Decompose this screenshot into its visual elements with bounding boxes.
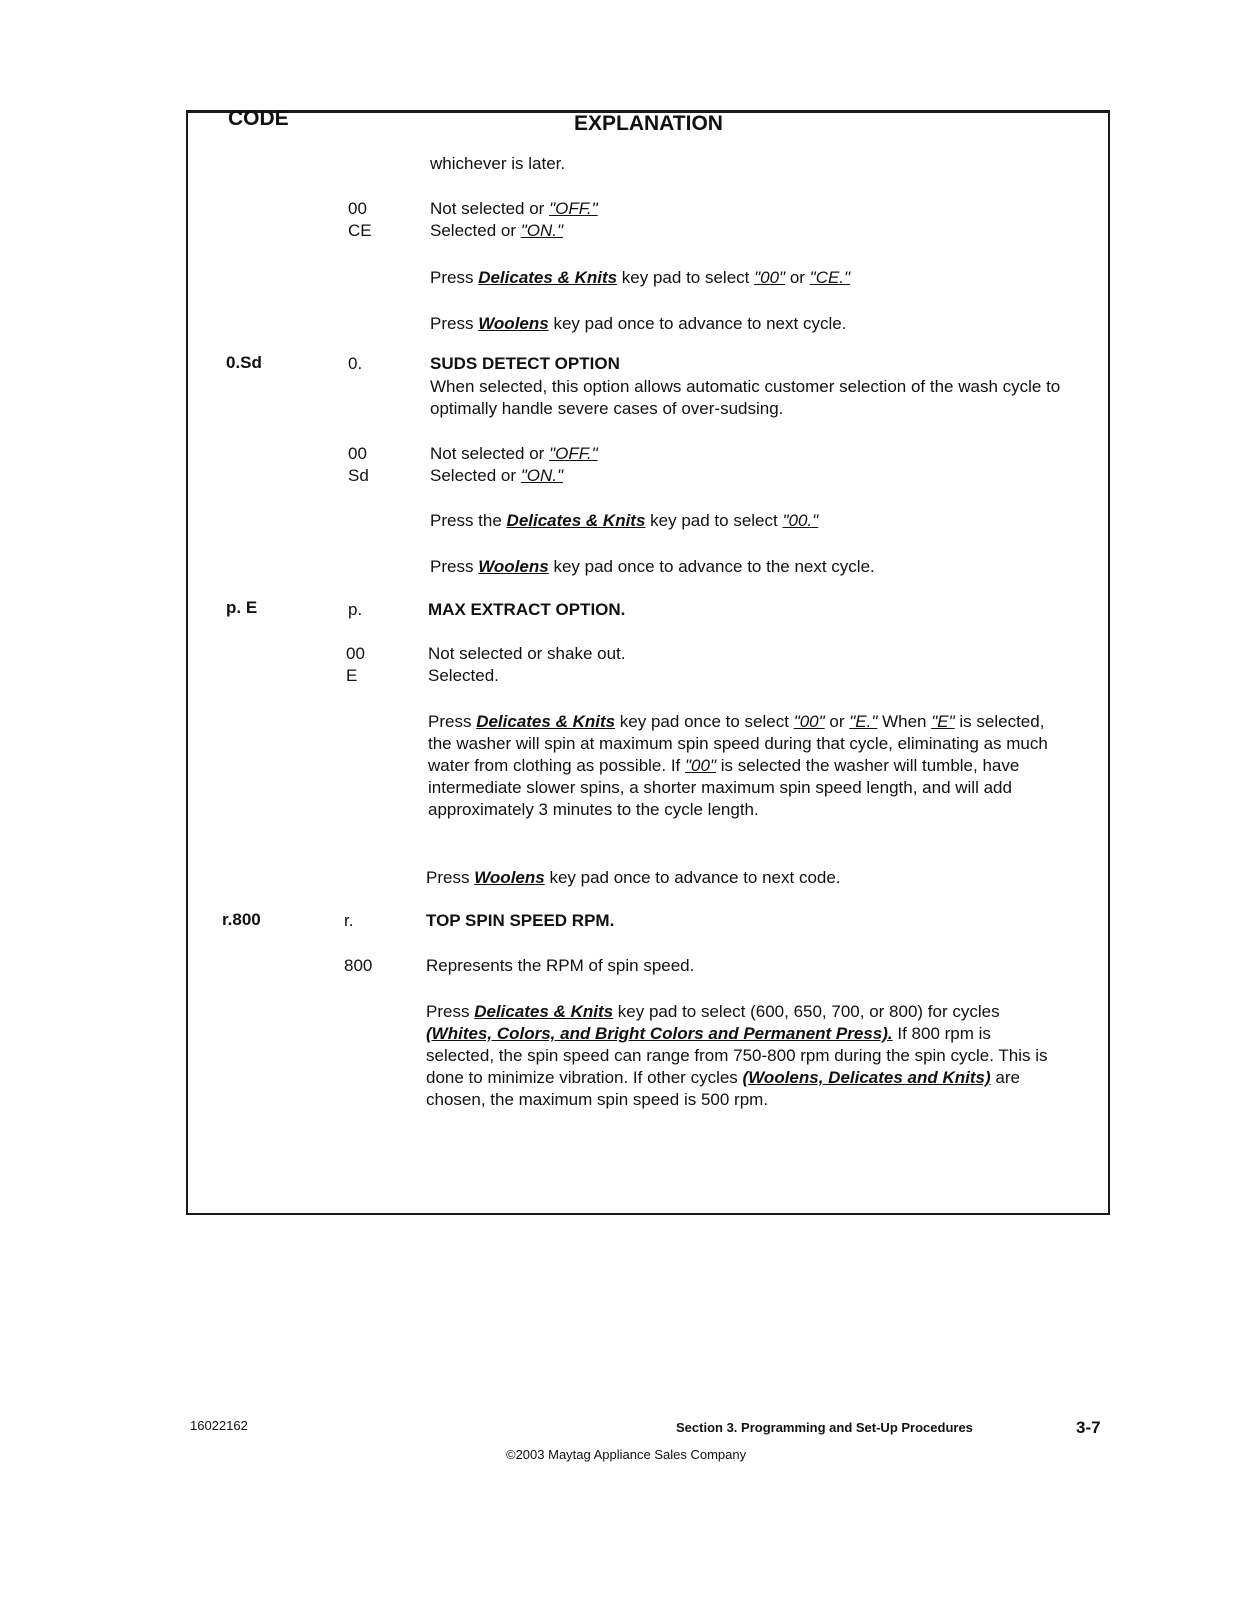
code-column-header: CODE bbox=[228, 107, 289, 130]
document-number: 16022162 bbox=[190, 1418, 248, 1433]
carry-over-text: whichever is later. bbox=[430, 154, 566, 173]
value-description: Not selected or "OFF." bbox=[430, 199, 598, 218]
sub-code-00: 00 bbox=[348, 199, 367, 218]
value-description: Selected. bbox=[428, 666, 499, 685]
code-label: p. E bbox=[226, 598, 258, 617]
value-description: Selected or "ON." bbox=[430, 221, 564, 240]
sub-code-sd: Sd bbox=[348, 466, 369, 485]
sub-code: 0. bbox=[348, 354, 363, 373]
sub-code-800: 800 bbox=[344, 956, 373, 975]
value-description: Not selected or shake out. bbox=[428, 644, 626, 663]
page-number: 3-7 bbox=[1076, 1418, 1101, 1437]
sub-code-e: E bbox=[346, 666, 358, 685]
code-label: 0.Sd bbox=[226, 353, 262, 372]
value-description: Not selected or "OFF." bbox=[430, 444, 598, 463]
instruction-paragraph: Press Delicates & Knits key pad to select (600, 650, 700, or 800) for cycles (Whites, Colors, and Bright Colors and Permanent Press). If 800 rpm is selected, the spin speed can range from 750-800 rpm during the spin cycle. This is done to minimize vibration. If other cycles (Woolens, Delicates and Knits) are chosen, the maximum spin speed is 500 rpm. bbox=[426, 1002, 1048, 1109]
instruction-text: Press Delicates & Knits key pad to select "00" or "CE." bbox=[430, 268, 851, 287]
sub-code-00: 00 bbox=[348, 444, 367, 463]
value-description: Represents the RPM of spin speed. bbox=[426, 956, 695, 975]
instruction-text: Press the Delicates & Knits key pad to select "00." bbox=[430, 511, 819, 530]
sub-code: p. bbox=[348, 600, 363, 619]
instruction-text: Press Woolens key pad once to advance to the next cycle. bbox=[430, 557, 875, 576]
section-title: Section 3. Programming and Set-Up Procedures bbox=[676, 1420, 973, 1435]
code-label: r.800 bbox=[222, 910, 261, 929]
sub-code-ce: CE bbox=[348, 221, 372, 240]
sub-code-00: 00 bbox=[346, 644, 365, 663]
option-title: SUDS DETECT OPTION bbox=[430, 354, 620, 373]
option-title: TOP SPIN SPEED RPM. bbox=[426, 911, 615, 930]
instruction-paragraph: Press Delicates & Knits key pad once to select "00" or "E." When "E" is selected, the washer will spin at maximum spin speed during that cycle, eliminating as much water from clothing as possible. If "00" is selected the washer will tumble, have intermediate slower spins, a shorter maximum spin speed length, and will add approximately 3 minutes to the cycle length. bbox=[428, 712, 1048, 819]
value-description: Selected or "ON." bbox=[430, 466, 564, 485]
copyright-notice: ©2003 Maytag Appliance Sales Company bbox=[506, 1447, 747, 1462]
instruction-text: Press Woolens key pad once to advance to next code. bbox=[426, 868, 841, 887]
instruction-text: Press Woolens key pad once to advance to next cycle. bbox=[430, 314, 847, 333]
option-title: MAX EXTRACT OPTION. bbox=[428, 600, 626, 619]
explanation-column-header: EXPLANATION bbox=[574, 112, 723, 135]
option-description: When selected, this option allows automatic customer selection of the wash cycle to optimally handle severe cases of over-sudsing. bbox=[430, 377, 1061, 418]
sub-code: r. bbox=[344, 911, 354, 930]
